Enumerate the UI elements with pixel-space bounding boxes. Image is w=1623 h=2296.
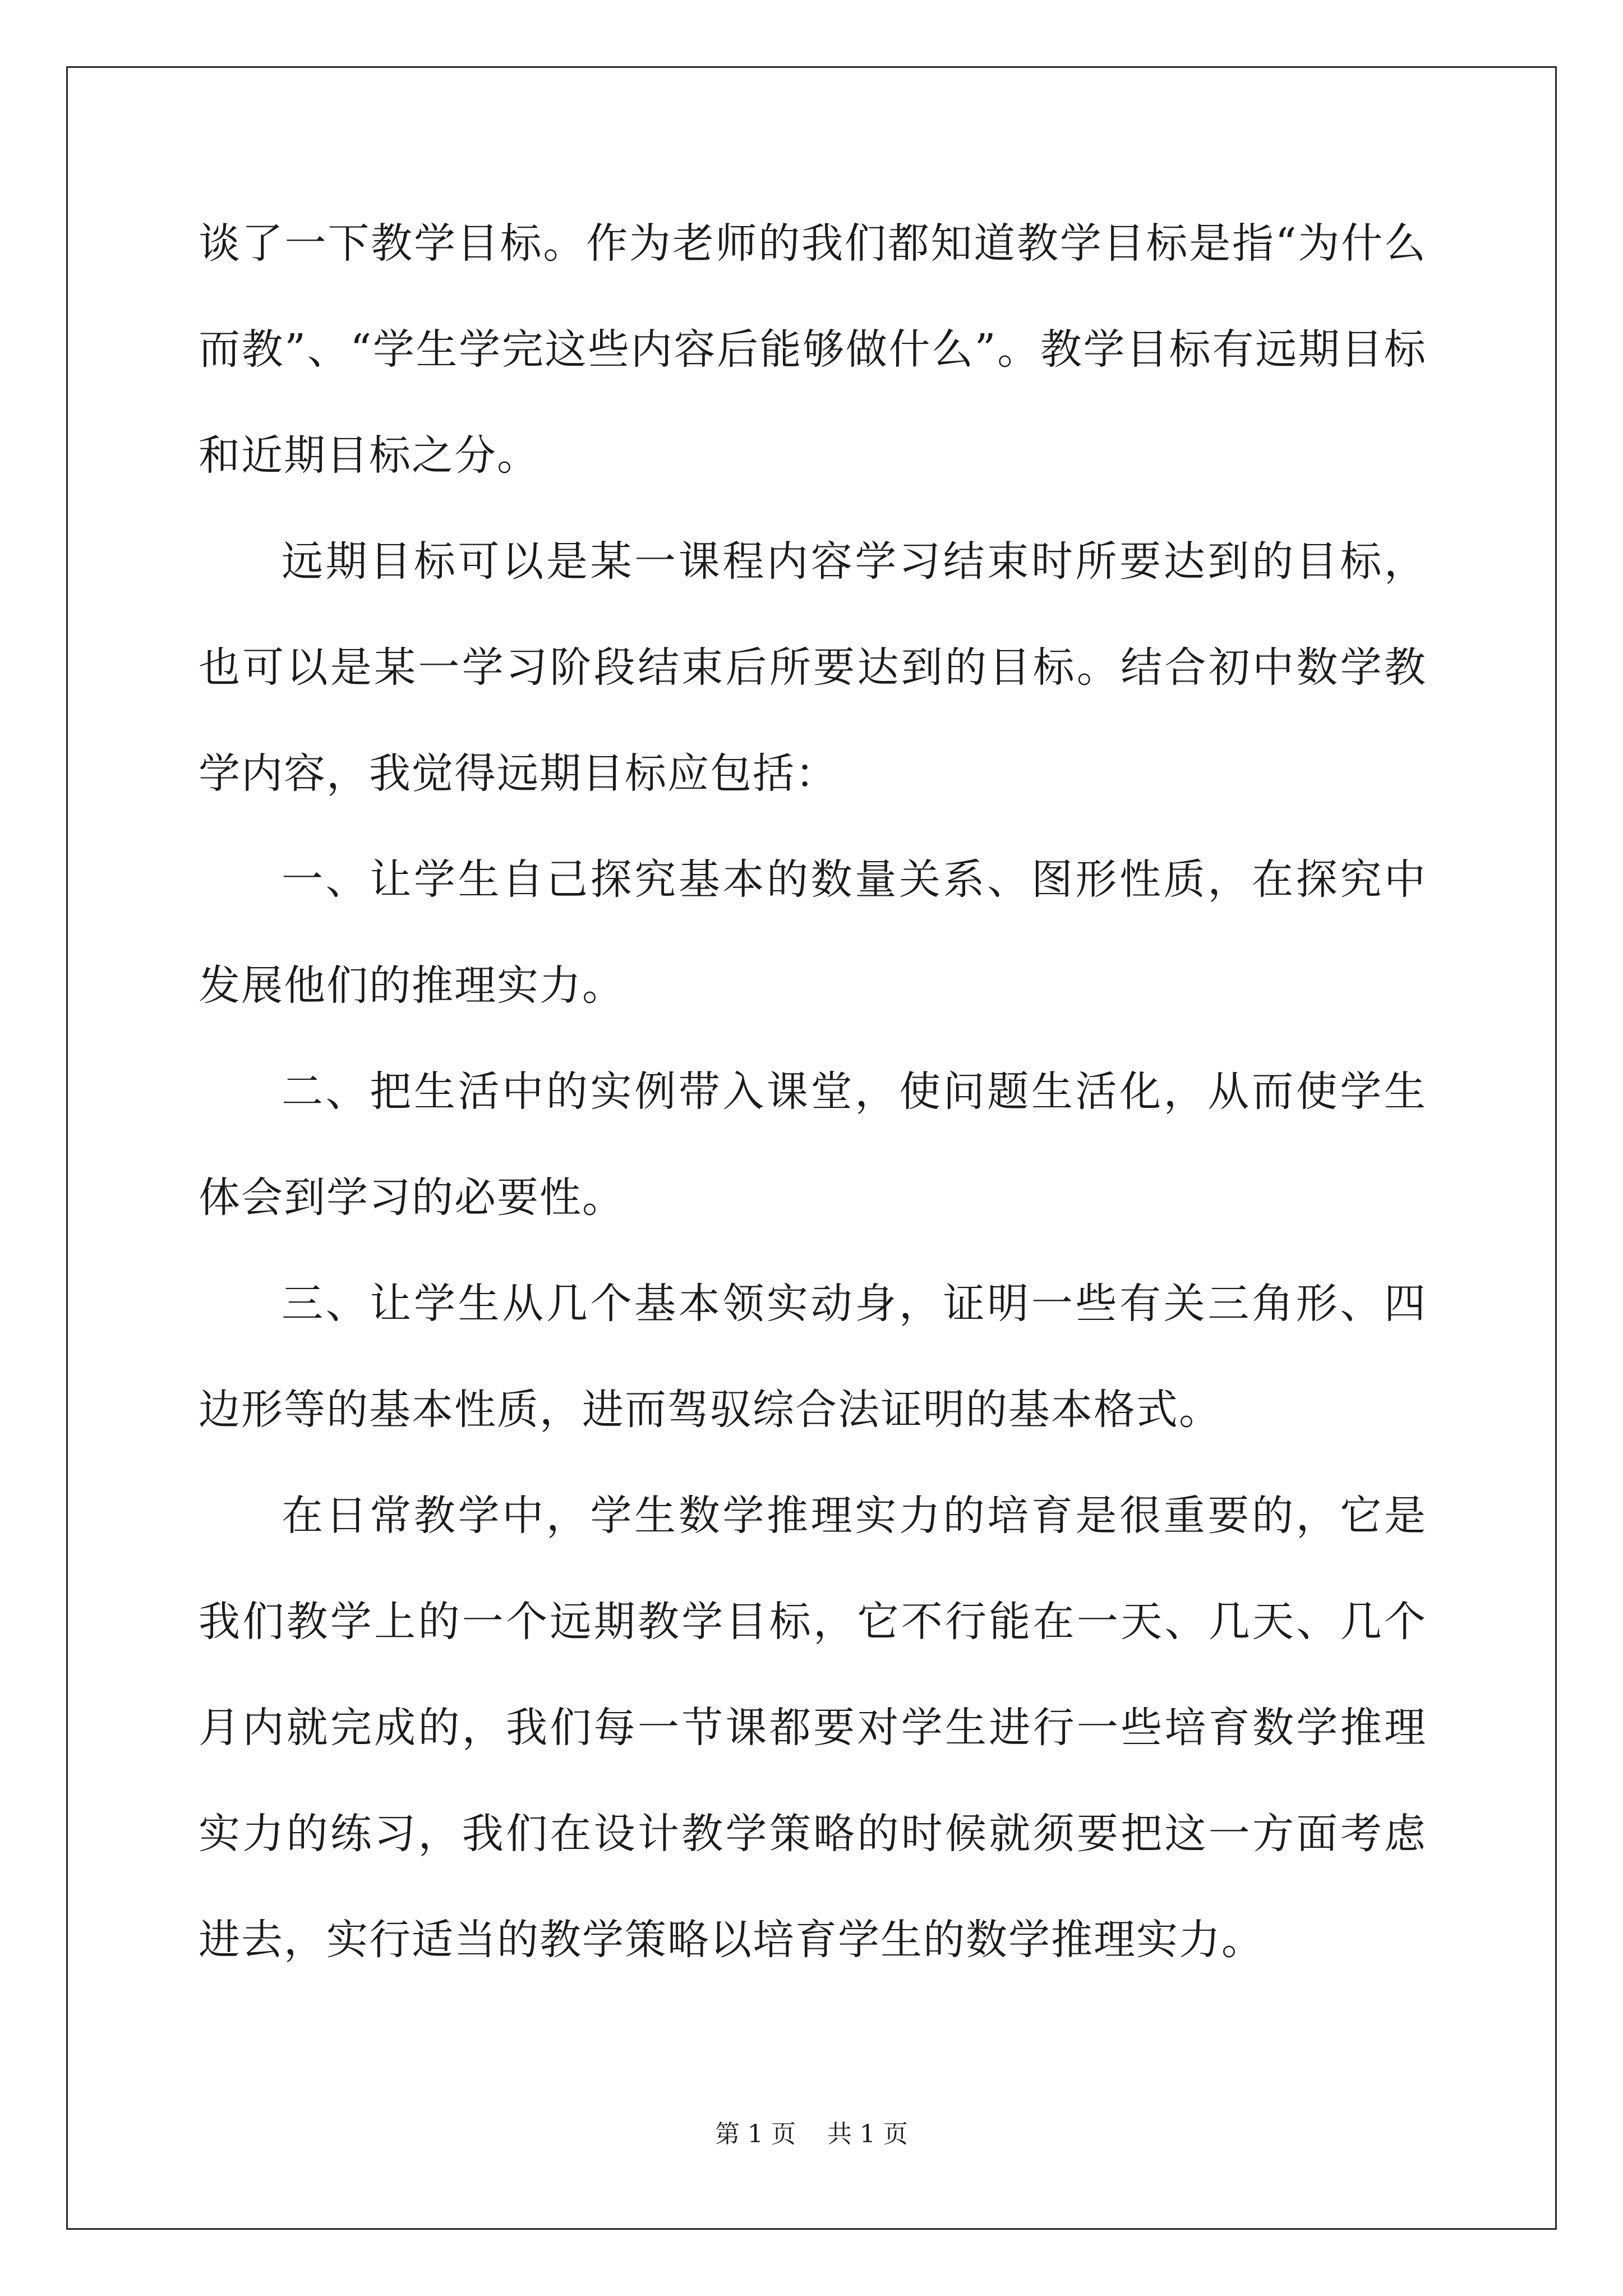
paragraph-intro: 谈了一下教学目标。作为老师的我们都知道教学目标是指“为什么而教”、“学生学完这些内容后能够做什么”。教学目标有远期目标和近期目标之分。 [199, 219, 1427, 480]
paragraph-goal-one: 一、让学生自己探究基本的数量关系、图形性质，在探究中发展他们的推理实力。 [199, 855, 1427, 1010]
paragraph-goal-two: 二、把生活中的实例带入课堂，使问题生活化，从而使学生体会到学习的必要性。 [199, 1068, 1427, 1222]
paragraph-goal-three: 三、让学生从几个基本领实动身，证明一些有关三角形、四边形等的基本性质，进而驾驭综合法证明的基本格式。 [199, 1280, 1427, 1434]
document-body [199, 191, 1427, 1993]
page-footer: 第 1 页 共 1 页 [715, 2120, 908, 2148]
paragraph-long-term-goals: 远期目标可以是某一课程内容学习结束时所要达到的目标，也可以是某一学习阶段结束后所要达到的目标。结合初中数学教学内容，我觉得远期目标应包括： [199, 537, 1427, 798]
paragraph-daily-teaching: 在日常教学中，学生数学推理实力的培育是很重要的，它是我们教学上的一个远期教学目标，它不行能在一天、几天、几个月内就完成的，我们每一节课都要对学生进行一些培育数学推理实力的练习，我们在设计教学策略的时候就须要把这一方面考虑进去，实行适当的教学策略以培育学生的数学推理实力。 [199, 1492, 1427, 1964]
